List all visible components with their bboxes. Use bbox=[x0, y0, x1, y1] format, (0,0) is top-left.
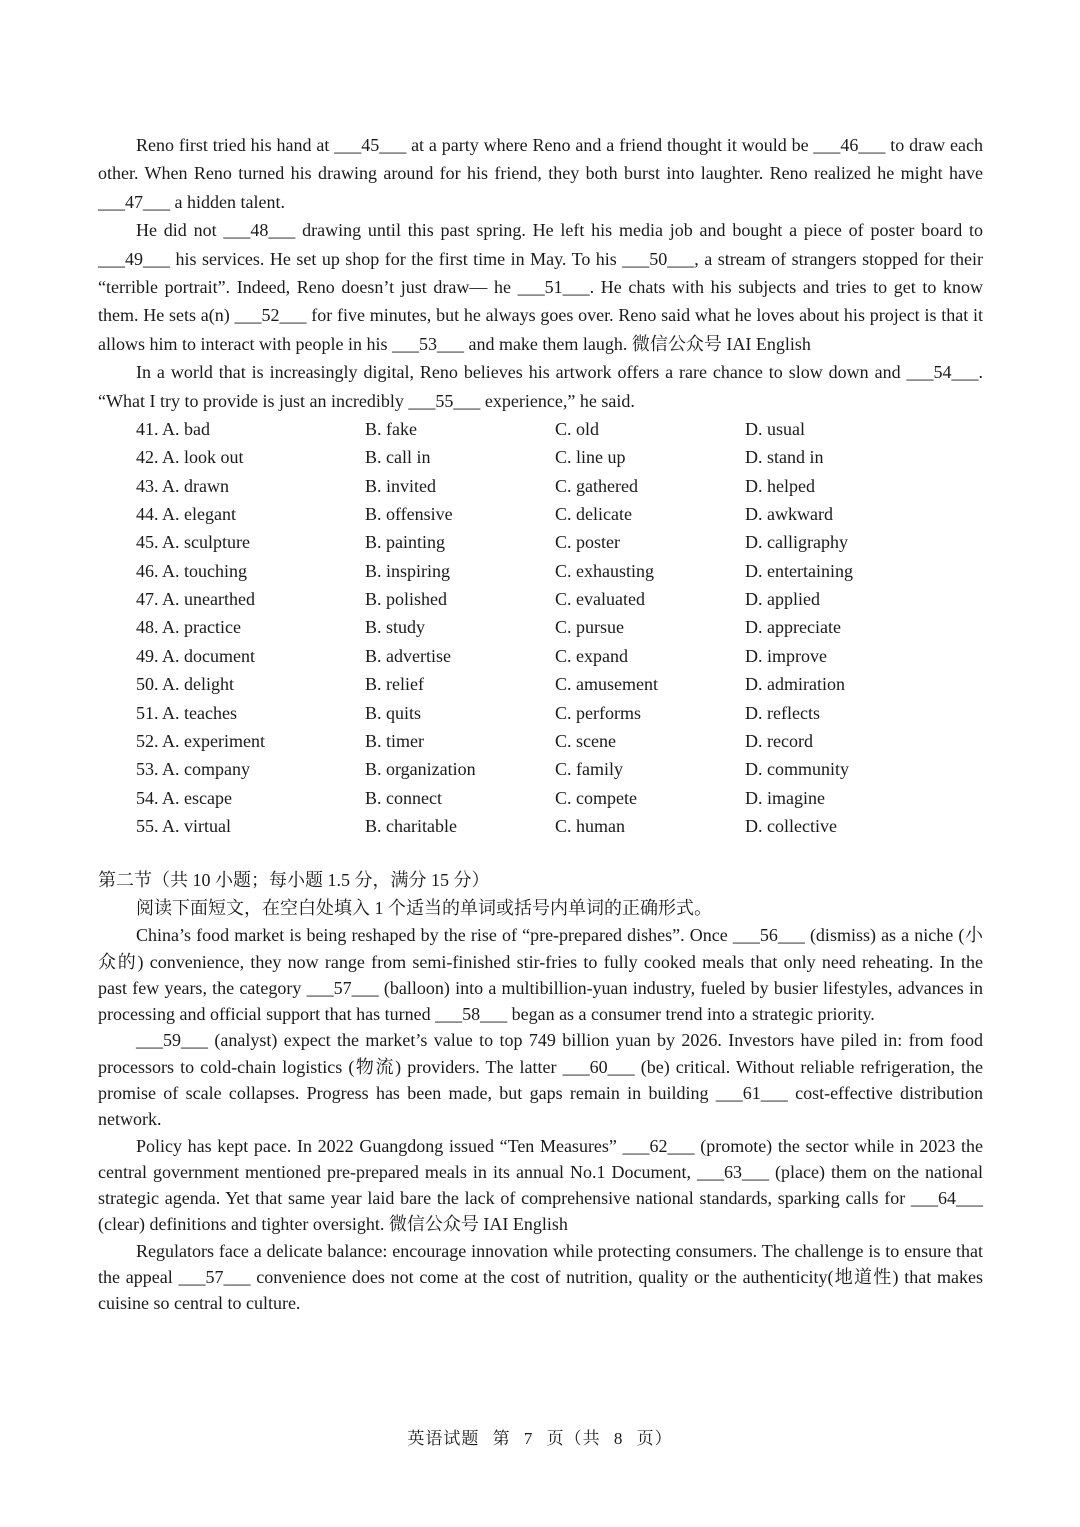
option-a: 45. A. sculpture bbox=[136, 532, 250, 553]
option-d: D. reflects bbox=[745, 702, 820, 723]
option-row bbox=[98, 699, 983, 727]
option-d: D. helped bbox=[745, 475, 815, 496]
option-a: 50. A. delight bbox=[136, 674, 234, 695]
option-c: C. human bbox=[555, 815, 625, 836]
option-row bbox=[98, 613, 983, 641]
option-row bbox=[98, 415, 983, 443]
option-b: B. study bbox=[365, 617, 426, 638]
option-a: 47. A. unearthed bbox=[136, 589, 255, 610]
option-b: B. painting bbox=[365, 532, 445, 553]
option-d: D. community bbox=[745, 759, 849, 780]
option-d: D. collective bbox=[745, 815, 837, 836]
passage-paragraph: Regulators face a delicate balance: encourage innovation while protecting consumers. The challenge is to ensure that the appeal ___57___ convenience does not come at the cost of nutrition, quality or the authenticity(地道性) that makes cuisine so central to culture. bbox=[98, 1240, 983, 1314]
option-row bbox=[98, 784, 983, 812]
option-c: C. evaluated bbox=[555, 589, 645, 610]
option-c: C. exhausting bbox=[555, 560, 654, 581]
option-row bbox=[98, 500, 983, 528]
grammar-passage bbox=[98, 922, 983, 1316]
option-b: B. organization bbox=[365, 759, 476, 780]
option-b: B. inspiring bbox=[365, 560, 451, 581]
passage-paragraph: ___59___ (analyst) expect the market’s value to top 749 billion yuan by 2026. Investors have piled in: from food processors to cold-chain logistics (物流) providers. The latter ___60___ (be) critical. Without reliable refrigeration, the promise of scale collapses. Progress has been made, but gaps remain in building ___61___ cost-effective distribution network. bbox=[98, 1030, 983, 1130]
option-c: C. expand bbox=[555, 645, 628, 666]
passage-paragraph: He did not ___48___ drawing until this past spring. He left his media job and bought a piece of poster board to ___49___ his services. He set up shop for the first time in May. To his ___50___, a stream of strangers stopped for their “terrible portrait”. Indeed, Reno doesn’t just draw— he ___51___. He chats with his subjects and tries to get to know them. He sets a(n) ___52___ for five minutes, but he always goes over. Reno said what he loves about his project is that it allows him to interact with people in his ___53___ and make them laugh. 微信公众号 IAI English bbox=[98, 220, 983, 354]
option-b: B. advertise bbox=[365, 645, 451, 666]
option-a: 46. A. touching bbox=[136, 560, 247, 581]
option-d: D. usual bbox=[745, 419, 805, 440]
option-a: 51. A. teaches bbox=[136, 702, 237, 723]
option-row bbox=[98, 528, 983, 556]
passage-paragraph: China’s food market is being reshaped by the rise of “pre-prepared dishes”. Once ___56___ (dismiss) as a niche (小众的) convenience, they now range from semi-finished stir-fries to fully cooked meals that only need reheating. In the past few years, the category ___57___ (balloon) into a multibillion-yuan industry, fueled by busier lifestyles, advances in processing and official support that has turned ___58___ began as a consumer trend into a strategic priority. bbox=[98, 925, 983, 1025]
section-instruction: 阅读下面短文，在空白处填入 1 个适当的单词或括号内单词的正确形式。 bbox=[136, 898, 712, 919]
option-d: D. awkward bbox=[745, 504, 833, 525]
option-b: B. offensive bbox=[365, 504, 453, 525]
option-a: 52. A. experiment bbox=[136, 730, 265, 751]
option-d: D. record bbox=[745, 730, 813, 751]
option-b: B. call in bbox=[365, 447, 431, 468]
exam-page bbox=[98, 131, 983, 1317]
option-a: 55. A. virtual bbox=[136, 815, 231, 836]
option-b: B. invited bbox=[365, 475, 436, 496]
option-d: D. admiration bbox=[745, 674, 845, 695]
option-c: C. poster bbox=[555, 532, 620, 553]
option-d: D. imagine bbox=[745, 787, 825, 808]
option-d: D. applied bbox=[745, 589, 820, 610]
option-d: D. entertaining bbox=[745, 560, 853, 581]
option-row bbox=[98, 642, 983, 670]
option-c: C. gathered bbox=[555, 475, 638, 496]
passage-paragraph: In a world that is increasingly digital, Reno believes his artwork offers a rare chance to slow down and ___54___. “What I try to provide is just an incredibly ___55___ experience,” he said. bbox=[98, 362, 983, 411]
option-d: D. appreciate bbox=[745, 617, 841, 638]
option-c: C. old bbox=[555, 419, 600, 440]
option-c: C. scene bbox=[555, 730, 616, 751]
option-c: C. compete bbox=[555, 787, 637, 808]
options-list bbox=[98, 415, 983, 840]
option-a: 42. A. look out bbox=[136, 447, 244, 468]
option-d: D. stand in bbox=[745, 447, 824, 468]
option-c: C. performs bbox=[555, 702, 641, 723]
option-c: C. pursue bbox=[555, 617, 624, 638]
option-a: 49. A. document bbox=[136, 645, 255, 666]
option-row bbox=[98, 812, 983, 840]
passage-paragraph: Reno first tried his hand at ___45___ at a party where Reno and a friend thought it would be ___46___ to draw each other. When Reno turned his drawing around for his friend, they both burst into laughter. Reno realized he might have ___47___ a hidden talent. bbox=[98, 135, 983, 212]
section-title: 第二节（共 10 小题；每小题 1.5 分，满分 15 分） bbox=[98, 870, 490, 891]
option-c: C. family bbox=[555, 759, 623, 780]
option-a: 53. A. company bbox=[136, 759, 250, 780]
option-a: 44. A. elegant bbox=[136, 504, 236, 525]
option-b: B. relief bbox=[365, 674, 424, 695]
option-c: C. line up bbox=[555, 447, 626, 468]
option-b: B. quits bbox=[365, 702, 422, 723]
option-b: B. connect bbox=[365, 787, 442, 808]
option-c: C. delicate bbox=[555, 504, 632, 525]
option-row bbox=[98, 670, 983, 698]
option-b: B. charitable bbox=[365, 815, 457, 836]
option-a: 48. A. practice bbox=[136, 617, 241, 638]
option-a: 43. A. drawn bbox=[136, 475, 229, 496]
option-row bbox=[98, 557, 983, 585]
option-b: B. fake bbox=[365, 419, 417, 440]
option-row bbox=[98, 472, 983, 500]
page-footer: 英语试题 第 7 页（共 8 页） bbox=[407, 1429, 673, 1448]
option-a: 54. A. escape bbox=[136, 787, 232, 808]
option-d: D. improve bbox=[745, 645, 827, 666]
cloze-passage bbox=[98, 131, 983, 415]
option-row bbox=[98, 727, 983, 755]
option-c: C. amusement bbox=[555, 674, 658, 695]
passage-paragraph: Policy has kept pace. In 2022 Guangdong issued “Ten Measures” ___62___ (promote) the sector while in 2023 the central government mentioned pre-prepared meals in its annual No.1 Document, ___63___ (place) them on the national strategic agenda. Yet that same year laid bare the lack of comprehensive national standards, sparking calls for ___64___ (clear) definitions and tighter oversight. 微信公众号 IAI English bbox=[98, 1135, 983, 1235]
option-row bbox=[98, 443, 983, 471]
option-b: B. polished bbox=[365, 589, 448, 610]
option-b: B. timer bbox=[365, 730, 424, 751]
option-a: 41. A. bad bbox=[136, 419, 210, 440]
option-row bbox=[98, 585, 983, 613]
option-d: D. calligraphy bbox=[745, 532, 848, 553]
option-row bbox=[98, 755, 983, 783]
